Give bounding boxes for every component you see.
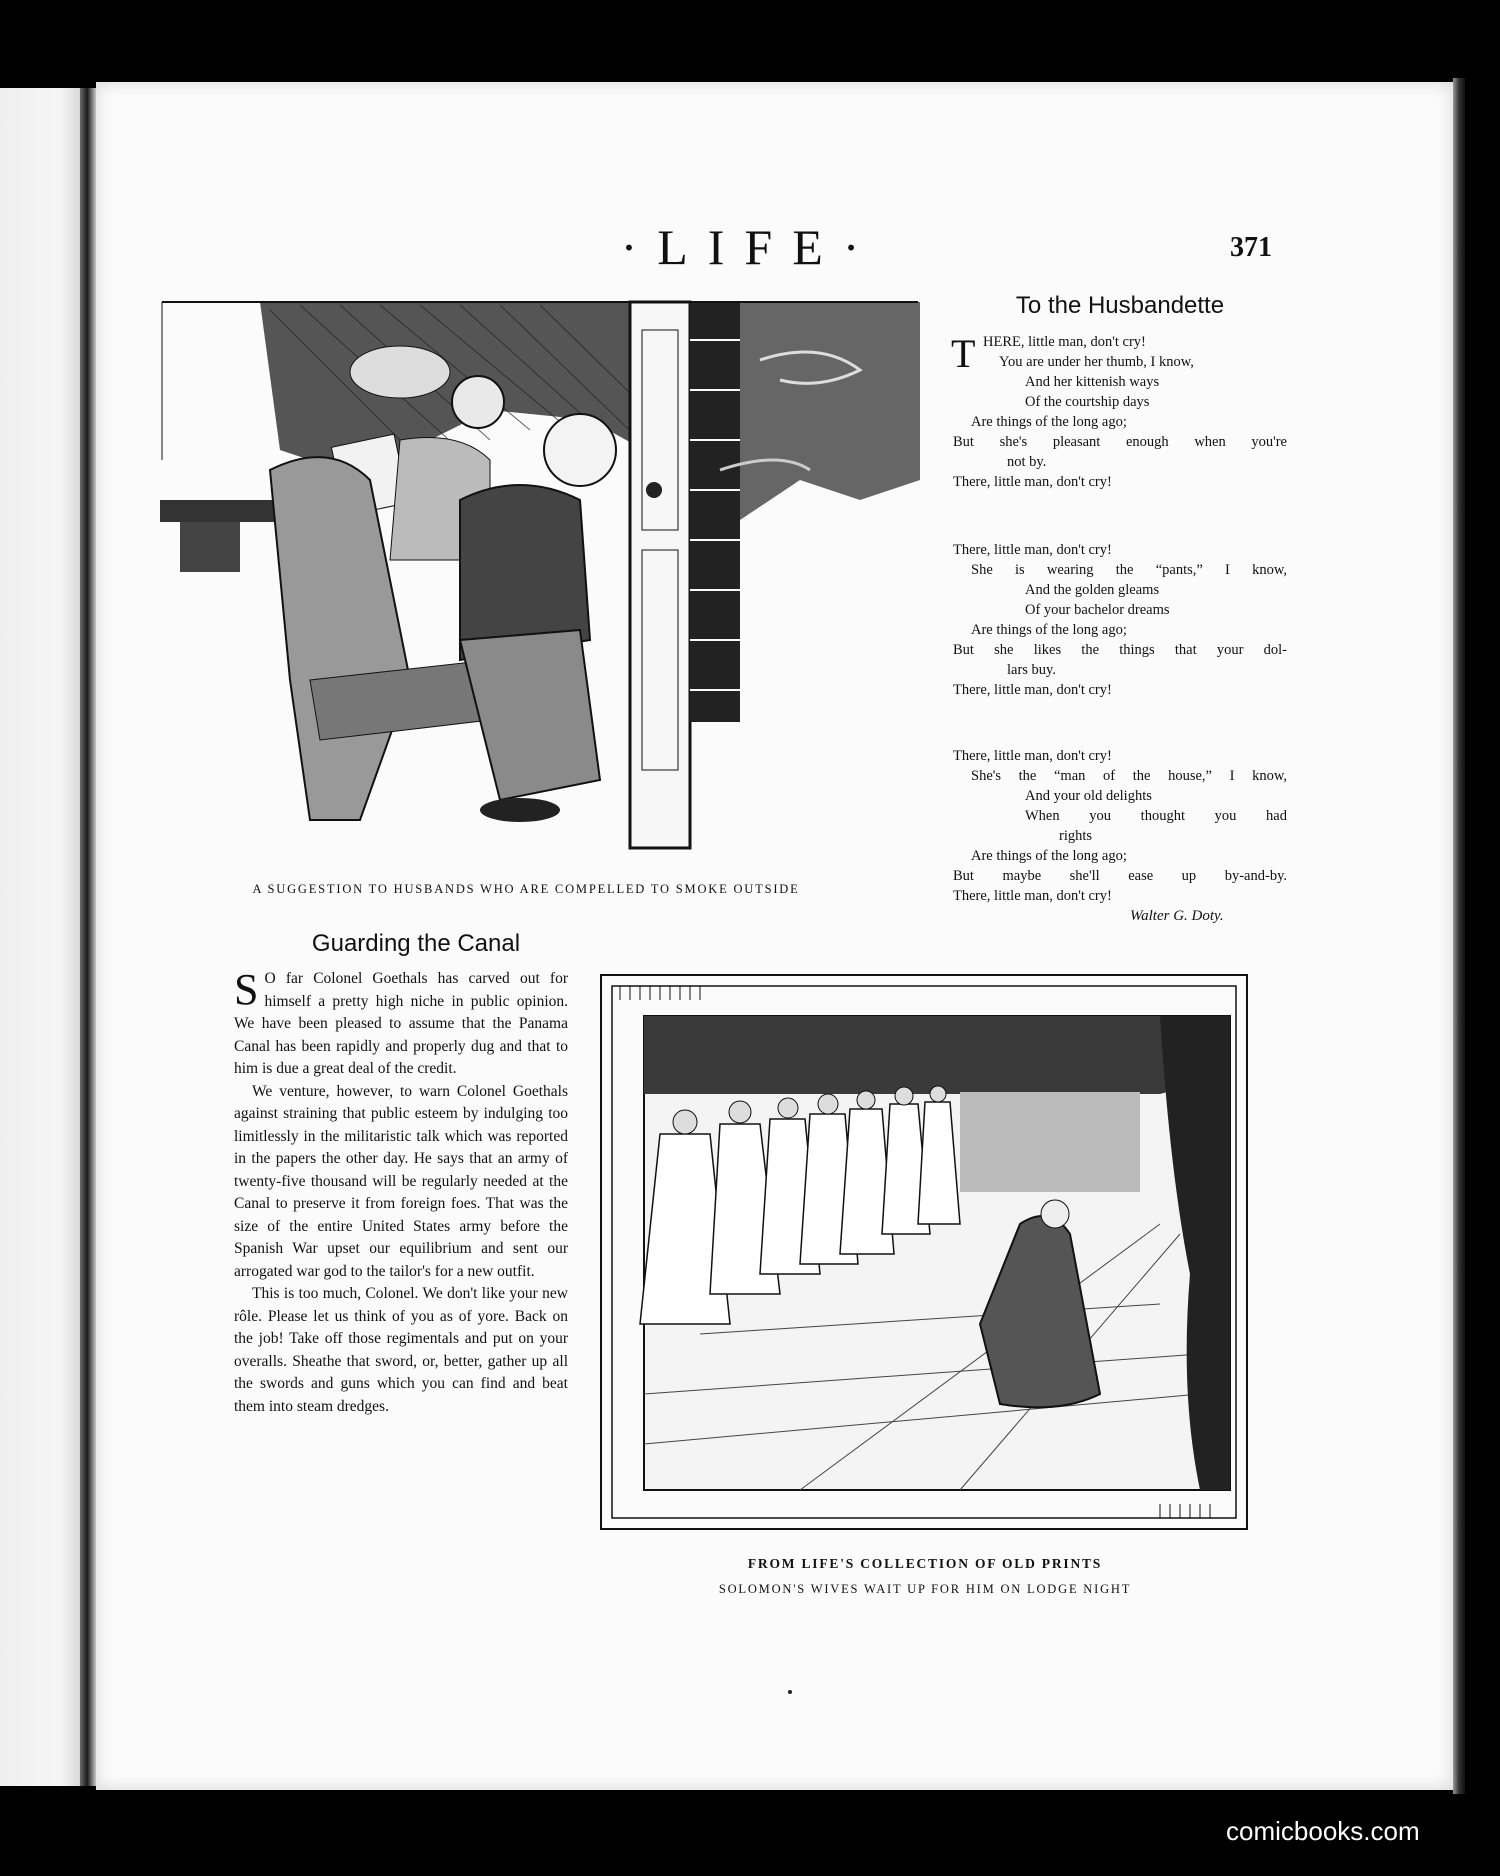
poem-line: But she's pleasant enough when you're bbox=[953, 434, 1287, 450]
essay-title: Guarding the Canal bbox=[311, 930, 521, 957]
poem-title: To the Husbandette bbox=[1015, 292, 1225, 319]
facing-page-edge bbox=[0, 88, 80, 1786]
poem-line: Are things of the long ago; bbox=[971, 622, 1127, 638]
poem-line: There, little man, don't cry! bbox=[953, 542, 1112, 558]
essay-body bbox=[234, 965, 568, 1418]
poem-line: Of your bachelor dreams bbox=[1025, 602, 1170, 618]
poem-line: And your old delights bbox=[1025, 788, 1152, 804]
poem-line: There, little man, don't cry! bbox=[953, 748, 1112, 764]
poem-line: She's the “man of the house,” I know, bbox=[971, 768, 1287, 784]
essay-paragraph: We venture, however, to warn Colonel Goethals against straining that public esteem by indulging too limitlessly in the militaristic talk which was reported in the papers the other day. He says that an army of twenty-five thousand will be regularly needed at the Canal to preserve it from foreign foes. That was the size of the entire United States army before the Spanish War upset our equilibrium and sent our arrogated war god to the tailor's for a new outfit. bbox=[234, 1082, 568, 1280]
essay-paragraph bbox=[234, 965, 568, 1081]
essay-dropcap: S bbox=[234, 965, 259, 1014]
masthead: ·LIFE· bbox=[620, 219, 880, 275]
poem-line: She is wearing the “pants,” I know, bbox=[971, 562, 1287, 578]
poem-line: Of the courtship days bbox=[1025, 394, 1150, 410]
essay-paragraph: This is too much, Colonel. We don't like your new rôle. Please let us think of you as of yore. Back on the job! Take off those regimentals and put on your overalls. Sheathe that sword, or, better, gather up all the swords and guns which you can find and beat them into steam dredges. bbox=[234, 1285, 568, 1415]
cartoon1-caption: A SUGGESTION TO HUSBANDS WHO ARE COMPELLED TO SMOKE OUTSIDE bbox=[252, 882, 800, 896]
poem-line: rights bbox=[1059, 828, 1093, 844]
page-edge-shadow bbox=[1453, 78, 1465, 1794]
watermark: comicbooks.com bbox=[1226, 1816, 1420, 1846]
poem-line: HERE, little man, don't cry! bbox=[983, 334, 1146, 350]
poem-line: Are things of the long ago; bbox=[971, 848, 1127, 864]
poem-line: When you thought you had bbox=[1025, 808, 1287, 824]
poem-author: Walter G. Doty. bbox=[1130, 908, 1224, 924]
poem-line: But she likes the things that your dol- bbox=[953, 642, 1287, 658]
poem-dropcap: T bbox=[951, 331, 976, 376]
cartoon2-caption: SOLOMON'S WIVES WAIT UP FOR HIM ON LODGE NIGHT bbox=[718, 1582, 1132, 1596]
poem-stanza-1 bbox=[953, 332, 1287, 492]
poem-line: not by. bbox=[1007, 454, 1047, 470]
poem-line: Are things of the long ago; bbox=[971, 414, 1127, 430]
poem-line: And the golden gleams bbox=[1025, 582, 1160, 598]
poem-line: There, little man, don't cry! bbox=[953, 474, 1112, 490]
cartoon2-caption-title: FROM LIFE'S COLLECTION OF OLD PRINTS bbox=[747, 1556, 1103, 1571]
page-dot bbox=[788, 1690, 792, 1694]
smoking-husband-illustration bbox=[160, 300, 920, 856]
poem-line: lars buy. bbox=[1007, 662, 1056, 678]
poem-line: There, little man, don't cry! bbox=[953, 888, 1112, 904]
poem-line: There, little man, don't cry! bbox=[953, 682, 1112, 698]
poem-line: But maybe she'll ease up by-and-by. bbox=[953, 868, 1287, 884]
page-number: 371 bbox=[1230, 232, 1272, 263]
poem-stanza-3 bbox=[953, 746, 1287, 906]
poem-stanza-2 bbox=[953, 540, 1287, 700]
poem-line: You are under her thumb, I know, bbox=[999, 354, 1194, 370]
poem-line: And her kittenish ways bbox=[1025, 374, 1160, 390]
book-gutter bbox=[80, 88, 96, 1786]
solomons-wives-illustration bbox=[600, 974, 1248, 1530]
essay-paragraph-text: O far Colonel Goethals has carved out for himself a pretty high niche in public opinion. We have been pleased to assume that the Panama Canal has been rapidly and properly dug and that to him is due a great deal of the credit. bbox=[234, 970, 568, 1077]
